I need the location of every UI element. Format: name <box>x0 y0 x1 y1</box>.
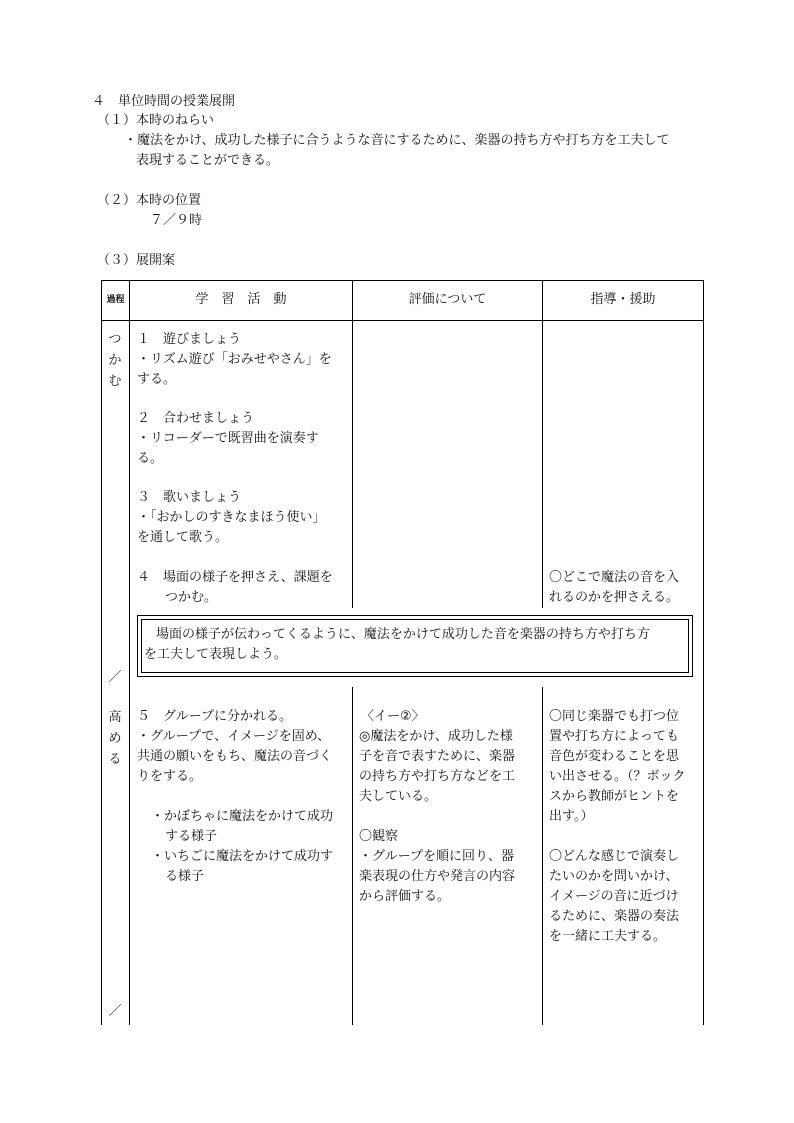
header-guidance: 指導・援助 <box>590 292 656 307</box>
lesson-goal-box <box>137 615 693 677</box>
evaluation-method-detail-1: ・グループを順に回り、器 <box>359 849 514 864</box>
evaluation-method-detail-2: 楽表現の仕方や発言の内容 <box>359 869 516 884</box>
header-activity: 学 習 活 動 <box>195 292 287 307</box>
stage-tsukamu-2: か <box>108 353 122 368</box>
guidance-3-line-3: イメージの音に近づけ <box>549 889 679 904</box>
activity-2-detail-cont: る。 <box>137 451 164 466</box>
guidance-3-line-2: たいのかを問いかけ、 <box>549 869 679 884</box>
aim-label: （１）本時のねらい <box>97 113 215 128</box>
guidance-3-line-5: を一緒に工夫する。 <box>549 929 667 944</box>
evaluation-criterion-2: 子を音で表すために、楽器 <box>359 749 516 764</box>
guidance-2-line-5: スから教師がヒントを <box>549 789 680 804</box>
evaluation-criterion-4: 夫している。 <box>359 789 438 804</box>
plan-label: （３）展開案 <box>97 253 176 268</box>
activity-4-title-cont: つかむ。 <box>165 590 218 605</box>
guidance-2-line-2: 置や打ち方によっても <box>549 729 680 744</box>
guidance-2-line-6: 出す。） <box>549 809 594 824</box>
guidance-2-line-3: 音色が変わることを思 <box>549 749 680 764</box>
activity-1-title: １ 遊びましょう <box>137 332 242 347</box>
stage-slash-2: ／ <box>108 1004 122 1019</box>
activity-2-title: ２ 合わせましょう <box>137 411 255 426</box>
activity-5-detail-1: ・グループで、イメージを固め、 <box>137 729 331 744</box>
evaluation-criterion-3: の持ち方や打ち方などを工 <box>359 769 516 784</box>
activity-5-title: ５ グループに分かれる。 <box>137 709 292 724</box>
aim-line-2: 表現することができる。 <box>136 153 280 168</box>
evaluation-column-border-bottom <box>542 687 543 1025</box>
guidance-3-line-4: るために、楽器の奏法 <box>549 909 680 924</box>
aim-line-1: ・魔法をかけ、成功した様子に合うような音にするために、楽器の持ち方や打ち方を工夫して <box>124 133 670 148</box>
section-heading: ４ 単位時間の授業展開 <box>92 94 236 109</box>
evaluation-method: 〇観察 <box>359 829 399 844</box>
position-label: （２）本時の位置 <box>97 193 202 208</box>
guidance-2-line-1: 〇同じ楽器でも打つ位 <box>549 709 680 724</box>
activity-3-title: ３ 歌いましょう <box>137 490 242 505</box>
stage-takameru-3: る <box>108 752 122 767</box>
activity-3-detail: ・「おかしのすきなまほう使い」 <box>137 510 326 525</box>
evaluation-criterion-1: ◎魔法をかけ、成功した様 <box>359 729 513 744</box>
position-value: ７／９時 <box>150 213 203 228</box>
activity-2-detail: ・リコーダーで既習曲を演奏す <box>137 431 319 446</box>
lesson-goal-line-1: 場面の様子が伝わってくるように、魔法をかけて成功した音を楽器の持ち方や打ち方 <box>156 627 650 642</box>
activity-5-example-2: ・いちごに魔法をかけて成功す <box>151 849 334 864</box>
activity-1-detail: ・リズム遊び「おみせやさん」を <box>137 352 332 367</box>
activity-3-detail-cont: を通して歌う。 <box>137 530 229 545</box>
lesson-plan-table <box>101 280 704 1025</box>
table-right-border <box>703 280 704 1025</box>
activity-5-example-1-cont: する様子 <box>165 829 218 844</box>
header-bottom-border <box>101 320 704 321</box>
evaluation-criterion-tag: 〈イー②〉 <box>361 709 425 724</box>
guidance-3-line-1: 〇どんな感じで演奏し <box>549 849 680 864</box>
stage-takameru-1: 高 <box>108 710 122 725</box>
activity-5-example-1: ・かぼちゃに魔法をかけて成功 <box>151 809 334 824</box>
activity-5-example-2-cont: る様子 <box>165 869 205 884</box>
stage-slash-1: ／ <box>108 670 122 685</box>
activity-5-detail-3: りをする。 <box>137 769 203 784</box>
activity-column-border-bottom <box>352 687 353 1025</box>
stage-tsukamu-3: む <box>108 374 122 389</box>
stage-column-border <box>129 280 130 1025</box>
guidance-1-line-1: 〇どこで魔法の音を入 <box>549 570 680 585</box>
header-stage: 過程 <box>106 295 125 305</box>
stage-takameru-2: め <box>108 731 122 746</box>
evaluation-column-border-top <box>542 280 543 608</box>
guidance-2-line-4: い出させる。（？ボック <box>549 769 686 784</box>
table-left-border <box>101 280 102 1025</box>
activity-5-detail-2: 共通の願いをもち、魔法の音づく <box>137 749 333 764</box>
lesson-goal-line-2: を工夫して表現しよう。 <box>144 647 288 662</box>
header-evaluation: 評価について <box>408 292 487 307</box>
activity-1-detail-cont: する。 <box>137 372 177 387</box>
stage-tsukamu-1: つ <box>108 332 122 347</box>
guidance-1-line-2: れるのかを押さえる。 <box>549 590 680 605</box>
evaluation-method-detail-3: から評価する。 <box>359 889 451 904</box>
activity-4-title: ４ 場面の様子を押さえ、課題を <box>137 570 333 585</box>
activity-column-border-top <box>352 280 353 608</box>
